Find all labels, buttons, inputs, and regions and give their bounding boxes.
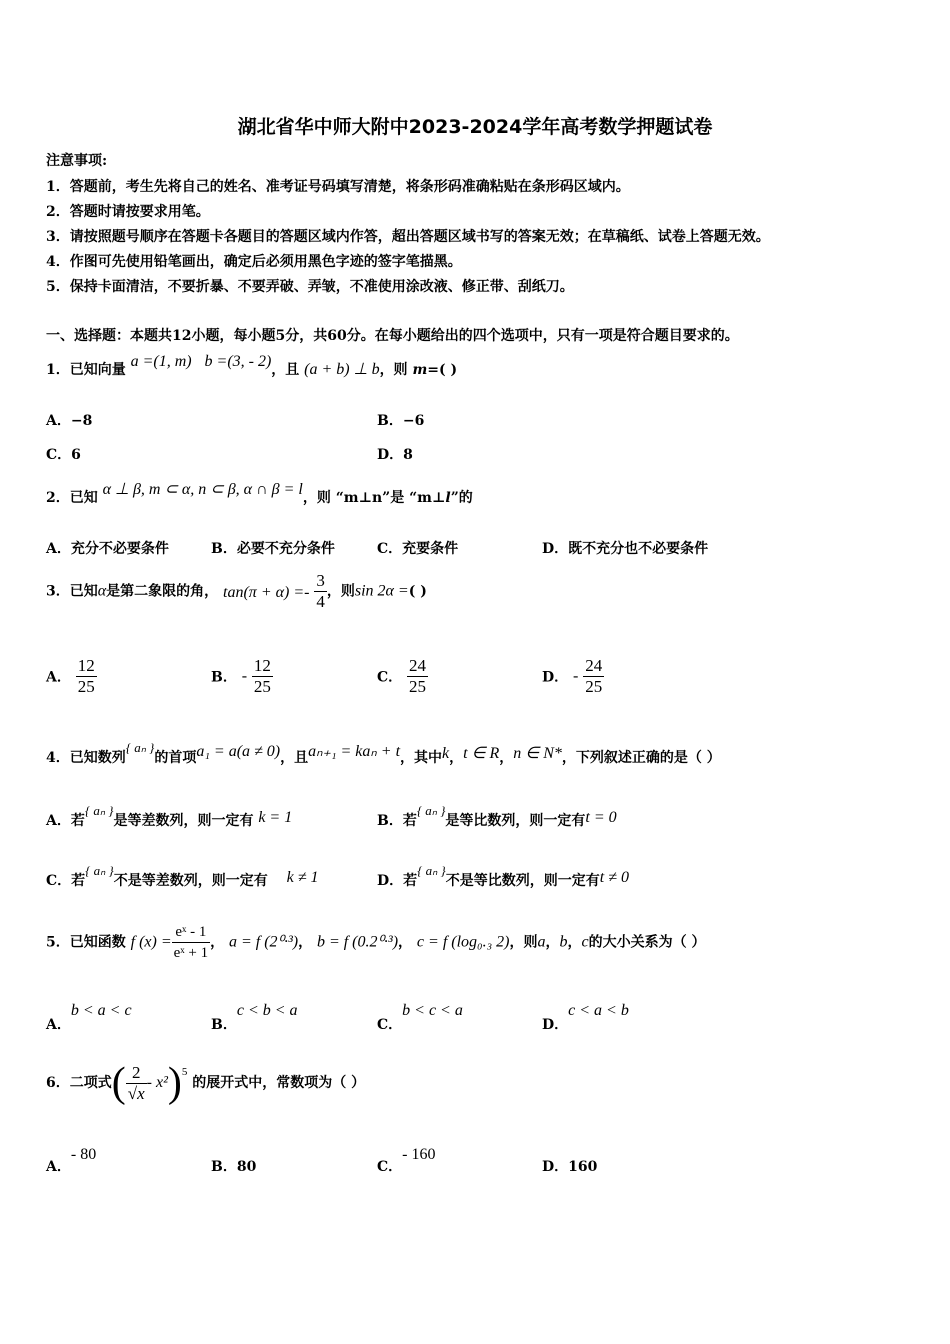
q3-option-label: A． xyxy=(46,669,71,686)
q1-option-d: D．8 xyxy=(377,447,413,463)
q3-option-fraction xyxy=(252,656,273,697)
q1-vector-b: b =(3, - 2) xyxy=(204,353,272,370)
q3-text: ，则 xyxy=(326,583,355,600)
q3-option-fraction xyxy=(407,656,428,697)
q2-option-b: B．必要不充分条件 xyxy=(211,541,335,557)
q4-option-a xyxy=(46,803,293,830)
q3-sin: sin 2α = xyxy=(354,582,409,600)
q2-option-c: C．充要条件 xyxy=(377,541,459,557)
q3-option-numerator: 12 xyxy=(253,656,271,675)
q4-n-natural: n ∈ N* xyxy=(513,745,562,762)
q5-option-b xyxy=(211,1000,298,1033)
q1-text: ，则 xyxy=(379,362,408,378)
q4-sequence: { aₙ } xyxy=(84,803,114,818)
q5-option-math: b < c < a xyxy=(402,1002,463,1019)
q3-option-c xyxy=(377,656,428,697)
q6-fraction-numerator: 2 xyxy=(126,1063,147,1084)
q3-option-label: C． xyxy=(377,669,403,686)
q4-recurrence: aₙ₊₁ = kaₙ + t xyxy=(308,743,401,760)
q4-option-d xyxy=(377,863,629,890)
q5-function-lhs: f (x) = xyxy=(130,933,172,951)
q6-option-a xyxy=(46,1144,97,1175)
q3-option-numerator: 12 xyxy=(77,656,95,675)
q5-var-a: a xyxy=(537,933,546,951)
q2-option-d: D．既不充分也不必要条件 xyxy=(542,541,709,557)
q5-option-c xyxy=(377,1000,463,1033)
question-4-stem: 4．已知数列{ aₙ }的首项a₁ = a(a ≠ 0)，且aₙ₊₁ = kaₙ + t，其中k，t ∈ R，n ∈ N*，下列叙述正确的是（ ） xyxy=(46,740,721,766)
q5-function-denominator: eˣ + 1 xyxy=(173,945,209,961)
q3-option-label: D． xyxy=(542,669,569,686)
q4-text: 的首项 xyxy=(154,750,197,766)
notice-heading: 注意事项: xyxy=(46,153,108,169)
q3-option-d xyxy=(542,656,604,697)
notice-item: 1．答题前，考生先将自己的姓名、准考证号码填写清楚，将条形码准确粘贴在条形码区域内。 xyxy=(46,179,630,195)
question-2-stem xyxy=(46,481,473,508)
q4-t-real: t ∈ R xyxy=(463,745,500,762)
q4-option-math: k ≠ 1 xyxy=(286,869,319,886)
q2-option-a: A．充分不必要条件 xyxy=(46,541,169,557)
q5-option-math: c < a < b xyxy=(568,1002,629,1019)
q4-sequence: { aₙ } xyxy=(85,863,114,878)
q4-option-math: t ≠ 0 xyxy=(599,869,629,886)
q6-option-math: - 160 xyxy=(402,1146,436,1163)
q3-text: 是第二象限的角， xyxy=(106,583,219,600)
q3-option-label: B． xyxy=(211,669,237,686)
q5-option-d xyxy=(542,1000,629,1033)
q3-tan-numerator: 3 xyxy=(316,571,325,590)
q3-option-denominator: 25 xyxy=(77,677,95,696)
q1-option-a: A．−8 xyxy=(46,413,93,429)
notice-item: 2．答题时请按要求用笔。 xyxy=(46,204,210,220)
q4-sequence: { aₙ } xyxy=(125,740,155,755)
q6-option-math: - 80 xyxy=(70,1146,97,1163)
q5-def-a: a = f (2⁰·³) xyxy=(228,933,299,951)
q5-option-math: c < b < a xyxy=(236,1002,298,1019)
q4-option-text: A．若 xyxy=(46,813,85,829)
q4-text: ，其中 xyxy=(400,750,443,766)
q3-text: ( ) xyxy=(408,583,427,600)
q6-text: 6．二项式 xyxy=(46,1075,112,1091)
q6-option-c xyxy=(377,1144,436,1175)
q3-tan-denominator: 4 xyxy=(316,592,325,611)
q4-option-text: 是等比数列，则一定有 xyxy=(445,813,586,829)
q4-option-text: D．若 xyxy=(377,873,418,889)
q4-sequence: { aₙ } xyxy=(417,863,446,878)
q3-option-a xyxy=(46,656,97,697)
q3-option-fraction xyxy=(583,656,604,697)
q3-tan-fraction xyxy=(314,571,327,612)
q1-text: ，且 xyxy=(271,362,300,378)
q3-option-denominator: 25 xyxy=(409,677,427,696)
q4-option-text: 是等差数列，则一定有 xyxy=(113,813,254,829)
q4-text: ，且 xyxy=(280,750,309,766)
q2-text: 2．已知 xyxy=(46,490,98,506)
q5-function-fraction xyxy=(172,922,210,963)
q5-option-label: C． xyxy=(377,1017,403,1033)
q2-condition: α ⊥ β, m ⊂ α, n ⊂ β, α ∩ β = l xyxy=(102,481,303,498)
q6-option-label: A． xyxy=(46,1159,71,1175)
q5-var-c: c xyxy=(581,933,589,951)
q5-text: 的大小关系为（ ） xyxy=(588,934,706,951)
notice-item: 3．请按照题号顺序在答题卡各题目的答题区域内作答，超出答题区域书写的答案无效；在草稿纸、试卷上答题无效。 xyxy=(46,229,770,245)
q4-option-text: C．若 xyxy=(46,873,86,889)
q1-condition: (a + b) ⊥ b xyxy=(304,361,380,378)
q4-option-text: B．若 xyxy=(377,813,417,829)
q3-tan: tan(π + α) =- xyxy=(223,584,310,601)
q5-def-b: b = f (0.2⁰·³) xyxy=(316,933,399,951)
q6-binomial-fraction xyxy=(126,1063,147,1104)
q2-text: ，则 “m⊥n”是 “m⊥ xyxy=(302,490,446,506)
q5-var-b: b xyxy=(559,933,568,951)
question-5-stem: 5．已知函数 f (x) = $\frac{\text{eˣ - 1}}{\text{eˣ + 1}}$ ， a = f (2⁰·³)， b = f (0.2⁰·³)， c = f (log₀.₃ 2)，则a，b，c的大小关系为（ ） xyxy=(46,924,706,961)
question-6-stem: 6．二项式( $\frac{2}{√x}$ - x²)$^5$ 的展开式中，常数项为（ ） xyxy=(46,1060,366,1106)
q5-function-numerator: eˣ - 1 xyxy=(172,922,210,943)
q2-text: ”的 xyxy=(450,490,473,506)
q4-text: 4．已知数列 xyxy=(46,750,126,766)
q4-option-math: t = 0 xyxy=(585,809,617,826)
q3-text: 3．已知 xyxy=(46,583,98,600)
notice-item: 4．作图可先使用铅笔画出，确定后必须用黑色字迹的签字笔描黑。 xyxy=(46,254,462,270)
q3-option-sign: - xyxy=(241,667,248,685)
q4-k: k xyxy=(442,745,450,762)
q1-variable-m: m xyxy=(412,362,428,378)
q5-text: 5．已知函数 xyxy=(46,934,126,951)
q6-option-label: C． xyxy=(377,1159,403,1175)
q3-option-numerator: 24 xyxy=(585,656,603,675)
q5-option-label: D． xyxy=(542,1017,569,1033)
q6-text: 的展开式中，常数项为（ ） xyxy=(192,1075,366,1091)
q4-option-text: 不是等差数列，则一定有 xyxy=(113,873,268,889)
q2-variable-l: l xyxy=(445,490,451,506)
q6-option-d: D．160 xyxy=(542,1159,598,1175)
question-3-stem xyxy=(46,571,427,612)
q4-option-math: k = 1 xyxy=(258,809,293,826)
q4-option-b xyxy=(377,803,617,830)
q3-option-denominator: 25 xyxy=(585,677,603,696)
q4-sequence: { aₙ } xyxy=(416,803,446,818)
section-heading: 一、选择题：本题共12小题，每小题5分，共60分。在每小题给出的四个选项中，只有一项是符合题目要求的。 xyxy=(46,328,739,344)
q5-text: ，则 xyxy=(509,934,538,951)
q3-option-fraction xyxy=(76,656,97,697)
question-1-stem xyxy=(46,353,458,380)
q6-power: 5 xyxy=(181,1066,188,1078)
notice-item: 5．保持卡面清洁，不要折暴、不要弄破、弄皱，不准使用涂改液、修正带、刮纸刀。 xyxy=(46,279,574,295)
q5-def-c: c = f (log₀.₃ 2) xyxy=(416,933,510,951)
q6-option-b: B．80 xyxy=(211,1159,257,1175)
q4-text: ，下列叙述正确的是（ ） xyxy=(561,750,721,766)
q3-option-sign: - xyxy=(573,667,579,685)
q3-option-numerator: 24 xyxy=(409,656,427,675)
q5-option-a xyxy=(46,1000,132,1033)
q1-text: =( ) xyxy=(427,362,458,378)
q3-alpha: α xyxy=(97,582,107,600)
q6-binomial-tail: - x² xyxy=(146,1074,168,1091)
q5-option-math: b < a < c xyxy=(70,1002,132,1019)
q1-option-c: C．6 xyxy=(46,447,81,463)
page-title: 湖北省华中师大附中2023-2024学年高考数学押题试卷 xyxy=(237,116,713,138)
q3-option-denominator: 25 xyxy=(253,677,271,696)
q5-option-label: A． xyxy=(46,1017,71,1033)
q5-option-label: B． xyxy=(211,1017,237,1033)
q4-option-c xyxy=(46,863,319,890)
q4-initial-term: a₁ = a(a ≠ 0) xyxy=(196,743,281,760)
q6-fraction-denominator: √x xyxy=(127,1083,145,1103)
q1-vector-a: a =(1, m) xyxy=(130,353,192,370)
q1-text: 1．已知向量 xyxy=(46,362,126,378)
q1-option-b: B．−6 xyxy=(377,413,425,429)
q3-option-b xyxy=(211,656,273,697)
q4-option-text: 不是等比数列，则一定有 xyxy=(445,873,600,889)
